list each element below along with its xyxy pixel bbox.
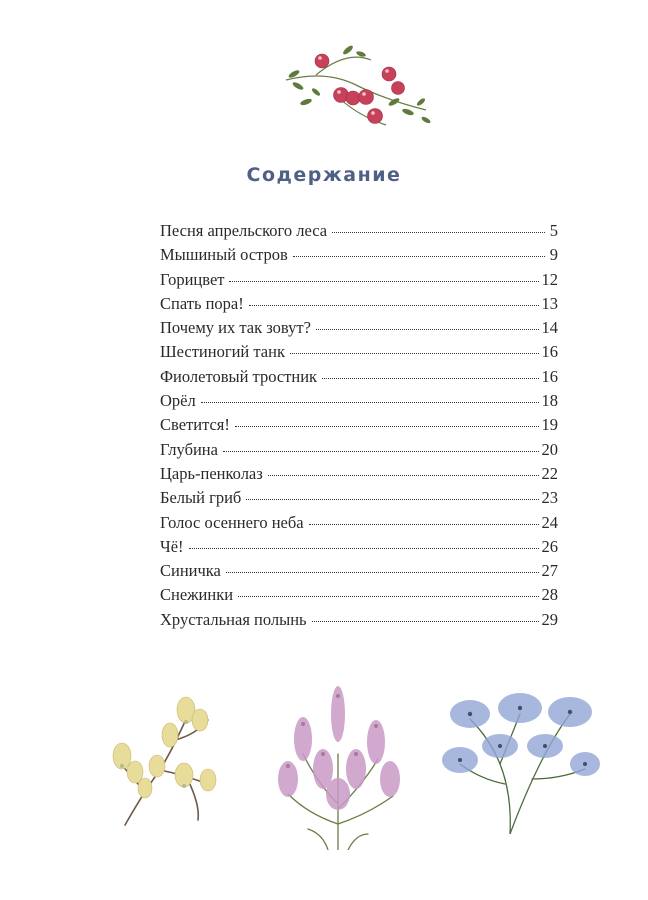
toc-entry-title: Царь-пенколаз xyxy=(160,463,263,483)
toc-entry-title: Мышиный остров xyxy=(160,245,288,265)
toc-entry[interactable] xyxy=(160,294,558,318)
cranberry-sprig-illustration xyxy=(276,40,436,130)
toc-entry[interactable] xyxy=(160,440,558,464)
toc-entry-page: 28 xyxy=(541,585,558,605)
toc-entry[interactable] xyxy=(160,342,558,366)
toc-entry-page: 5 xyxy=(549,221,558,240)
toc-entry-page: 9 xyxy=(549,245,558,265)
toc-entry[interactable] xyxy=(160,318,558,342)
toc-leader-dots xyxy=(235,425,539,427)
heather-illustration xyxy=(268,684,408,850)
toc-entry[interactable] xyxy=(160,610,558,634)
toc-entry-page: 20 xyxy=(541,439,558,459)
toc-leader-dots xyxy=(316,328,539,330)
toc-entry-title: Снежинки xyxy=(160,585,234,605)
toc-entry[interactable] xyxy=(160,391,558,415)
toc-entry-page: 16 xyxy=(541,342,558,362)
toc-entry-page: 16 xyxy=(541,366,558,386)
table-of-contents xyxy=(160,221,558,634)
toc-leader-dots xyxy=(226,571,539,573)
toc-entry[interactable] xyxy=(160,464,558,488)
toc-entry[interactable] xyxy=(160,367,558,391)
willow-catkins-illustration xyxy=(100,680,220,830)
toc-leader-dots xyxy=(290,352,539,354)
toc-entry-title: Глубина xyxy=(160,439,218,459)
toc-entry[interactable] xyxy=(160,561,558,585)
toc-entry-title: Светится! xyxy=(160,415,230,435)
toc-entry[interactable] xyxy=(160,221,558,245)
toc-entry[interactable] xyxy=(160,585,558,609)
toc-leader-dots xyxy=(249,304,539,306)
toc-leader-dots xyxy=(238,595,538,597)
toc-leader-dots xyxy=(201,401,539,403)
toc-entry[interactable] xyxy=(160,245,558,269)
toc-entry[interactable] xyxy=(160,488,558,512)
toc-leader-dots xyxy=(293,255,545,257)
toc-entry-page: 19 xyxy=(541,415,558,435)
toc-leader-dots xyxy=(309,523,539,525)
page-title: Содержание xyxy=(246,164,402,186)
toc-entry-title: Почему их так зовут? xyxy=(160,318,311,338)
toc-entry-title: Чё! xyxy=(160,536,184,556)
toc-entry[interactable] xyxy=(160,537,558,561)
toc-entry-page: 27 xyxy=(541,561,558,581)
toc-entry-page: 24 xyxy=(541,512,558,532)
toc-entry-title: Спать пора! xyxy=(160,293,244,313)
toc-entry-page: 23 xyxy=(541,488,558,508)
toc-leader-dots xyxy=(332,231,545,233)
toc-entry-title: Орёл xyxy=(160,391,196,411)
toc-entry-title: Синичка xyxy=(160,561,221,581)
toc-leader-dots xyxy=(189,547,539,549)
toc-entry-page: 14 xyxy=(541,318,558,338)
toc-entry[interactable] xyxy=(160,513,558,537)
toc-entry-page: 29 xyxy=(541,609,558,629)
toc-leader-dots xyxy=(246,498,538,500)
toc-entry-title: Белый гриб xyxy=(160,488,242,508)
toc-entry-title: Горицвет xyxy=(160,269,225,289)
toc-entry-page: 26 xyxy=(541,536,558,556)
toc-entry-page: 12 xyxy=(541,269,558,289)
toc-entry[interactable] xyxy=(160,415,558,439)
toc-entry-title: Фиолетовый тростник xyxy=(160,366,318,386)
toc-leader-dots xyxy=(268,474,539,476)
toc-entry-title: Шестиногий танк xyxy=(160,342,285,362)
toc-entry-title: Хрустальная полынь xyxy=(160,609,307,629)
toc-entry-page: 18 xyxy=(541,391,558,411)
toc-leader-dots xyxy=(312,620,539,622)
toc-leader-dots xyxy=(223,450,539,452)
toc-entry-page: 22 xyxy=(541,463,558,483)
toc-leader-dots xyxy=(229,280,538,282)
toc-entry-title: Голос осеннего неба xyxy=(160,512,304,532)
toc-entry[interactable] xyxy=(160,270,558,294)
blue-aster-illustration xyxy=(440,684,600,834)
toc-entry-page: 13 xyxy=(541,293,558,313)
toc-entry-title: Песня апрельского леса xyxy=(160,221,328,240)
toc-leader-dots xyxy=(322,377,538,379)
